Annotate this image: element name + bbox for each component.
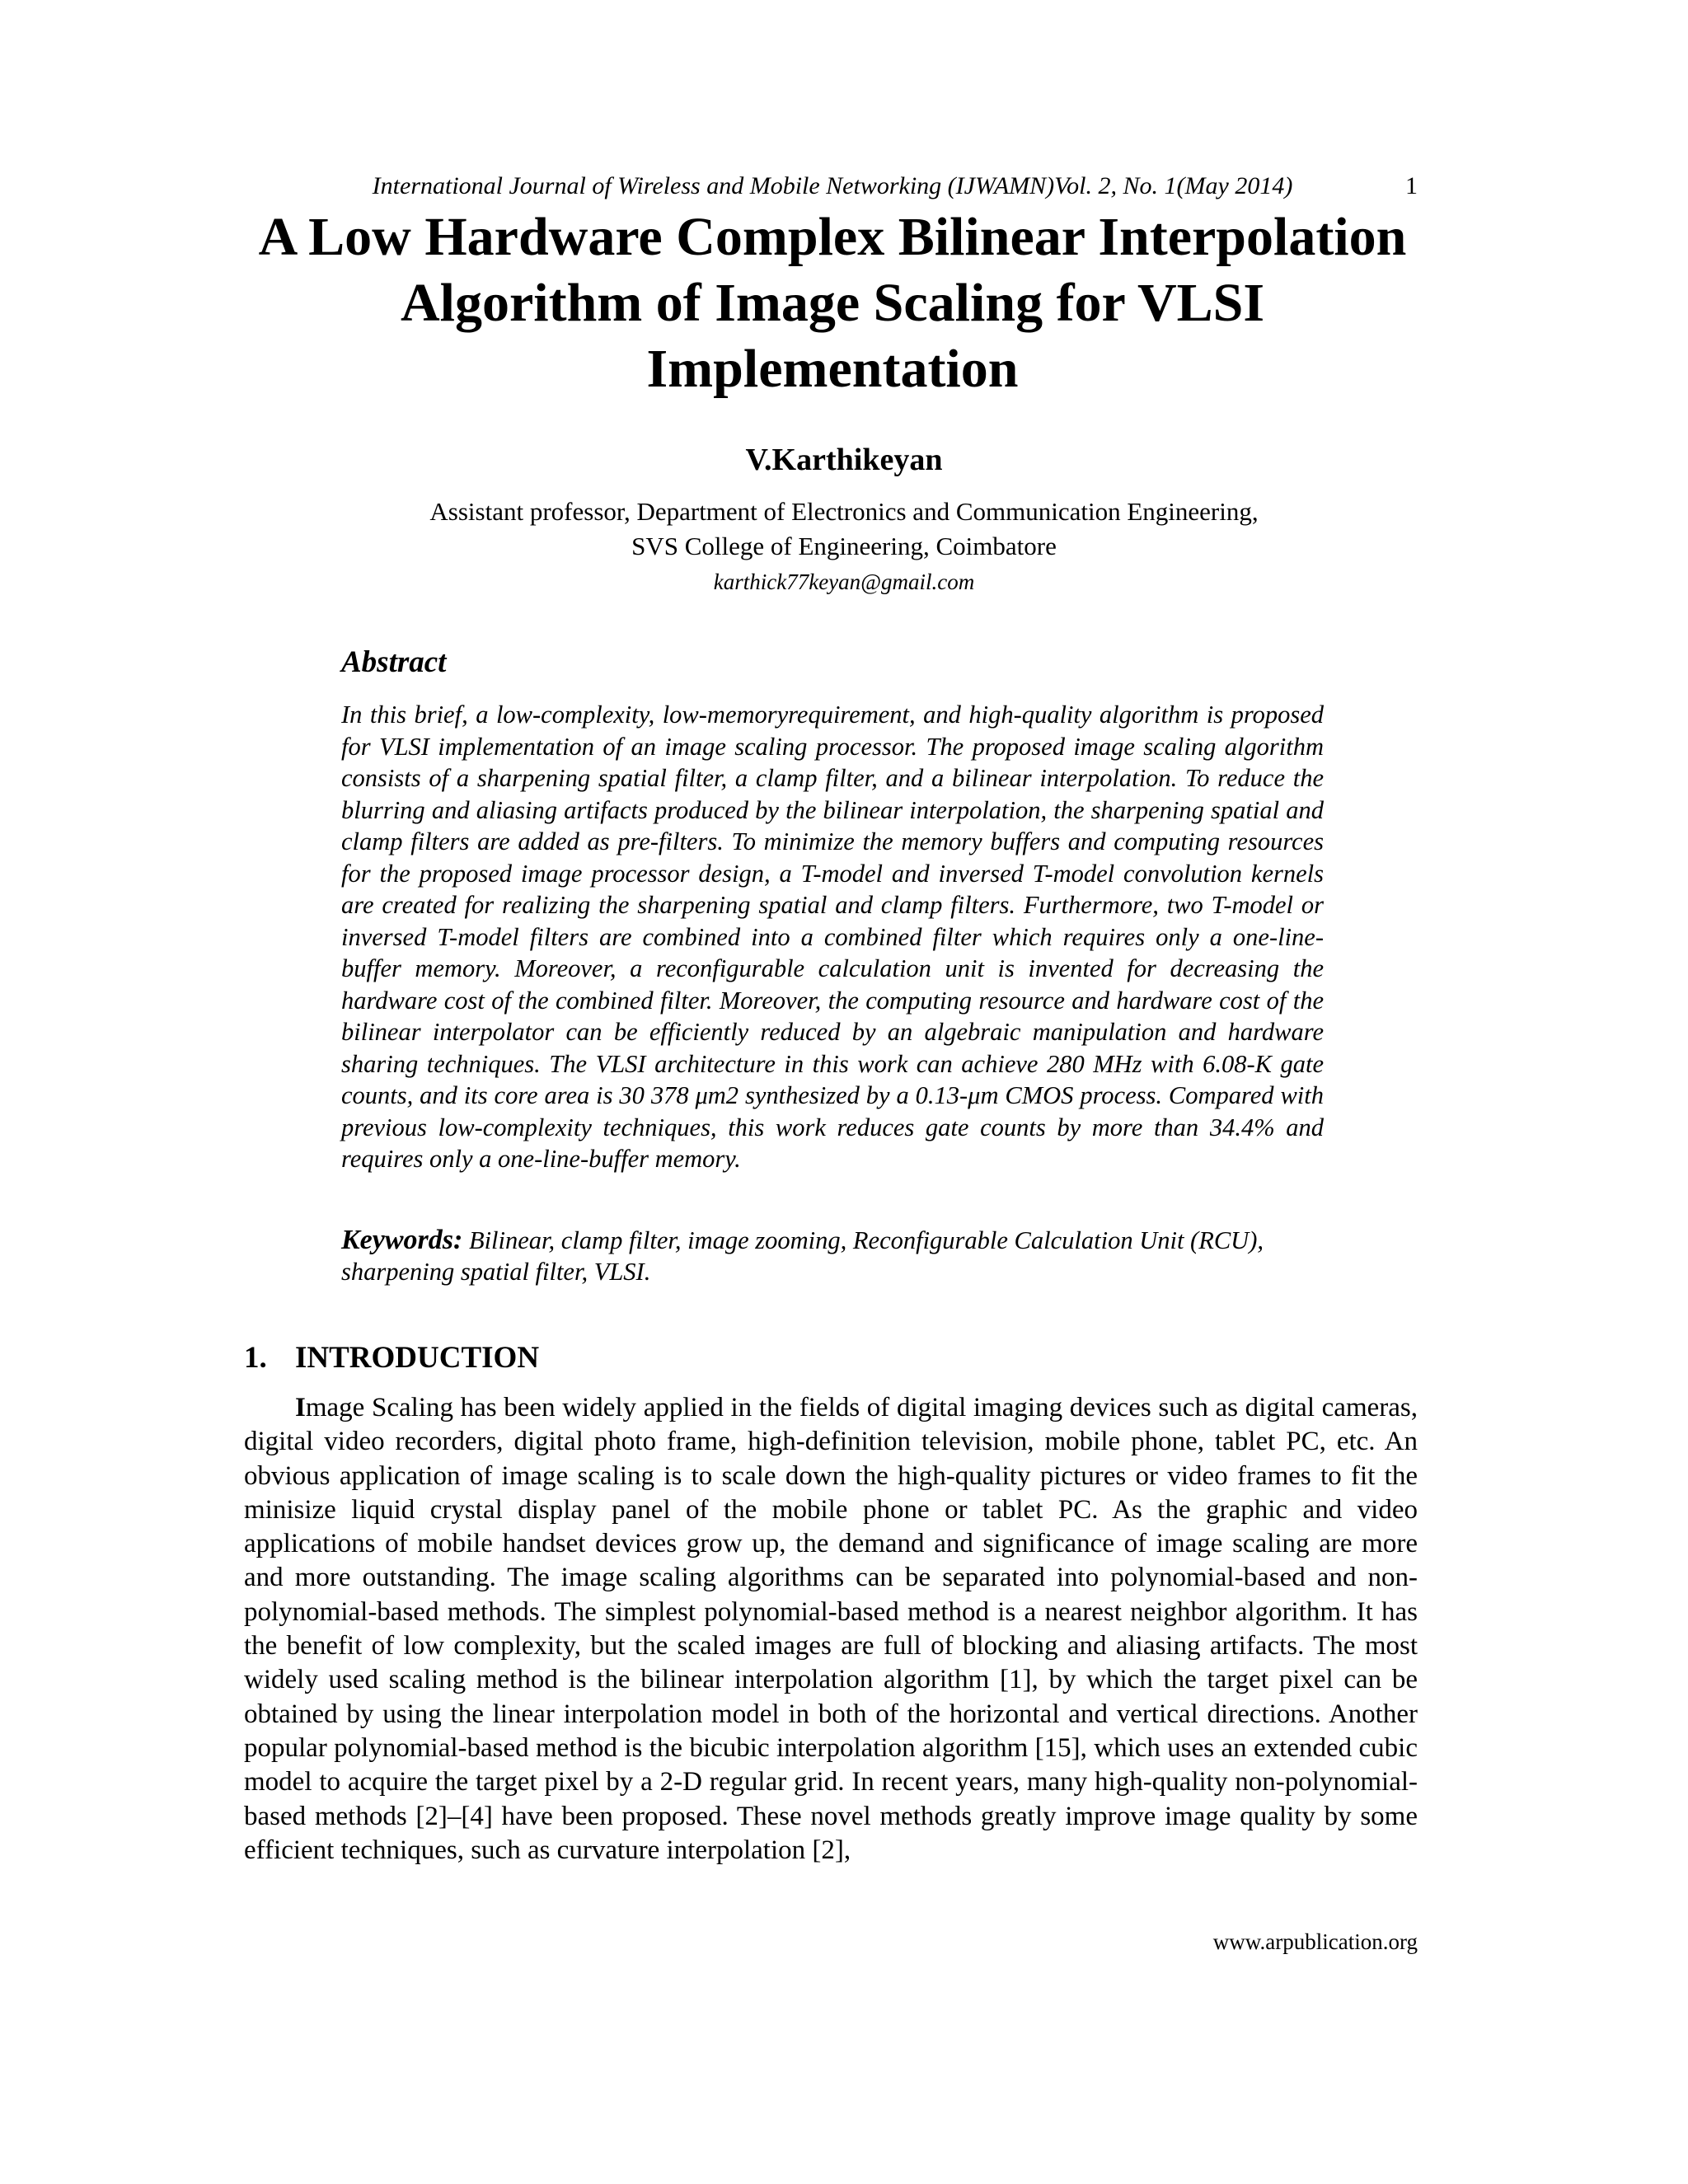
running-header <box>247 171 1418 201</box>
abstract-text: In this brief, a low-complexity, low-memoryrequirement, and high-quality algorithm is proposed for VLSI implementation of an image scaling processor. The proposed image scaling algorithm consists of a sharpening spatial filter, a clamp filter, and a bilinear interpolation. To reduce the blurring and aliasing artifacts produced by the bilinear interpolation, the sharpening spatial and clamp filters are added as pre-filters. To minimize the memory buffers and computing resources for the proposed image processor design, a T-model and inversed T-model convolution kernels are created for realizing the sharpening spatial and clamp filters. Furthermore, two T-model or inversed T-model filters are combined into a combined filter which requires only a one-line-buffer memory. Moreover, a reconfigurable calculation unit is invented for decreasing the hardware cost of the combined filter. Moreover, the computing resource and hardware cost of the bilinear interpolator can be efficiently reduced by an algebraic manipulation and hardware sharing techniques. The VLSI architecture in this work can achieve 280 MHz with 6.08-K gate counts, and its core area is 30 378 μm2 synthesized by a 0.13-μm CMOS process. Compared with previous low-complexity techniques, this work reduces gate counts by more than 34.4% and requires only a one-line-buffer memory. <box>341 701 1324 1173</box>
affiliation-line-college: SVS College of Engineering, Coimbatore <box>631 532 1057 560</box>
affiliation-line-department: Assistant professor, Department of Electronics and Communication Engineering, <box>429 497 1259 526</box>
footer-url: www.arpublication.org <box>1212 1929 1418 1954</box>
introduction-text: mage Scaling has been widely applied in the fields of digital imaging devices such as digital cameras, digital video recorders, digital photo frame, high-definition television, mobile phone, tablet PC, etc. An obvious application of image scaling is to scale down the high-quality pictures or video frames to fit the minisize liquid crystal display panel of the mobile phone or tablet PC. As the graphic and video applications of mobile handset devices grow up, the demand and significance of image scaling are more and more outstanding. The image scaling algorithms can be separated into polynomial-based and non-polynomial-based methods. The simplest polynomial-based method is a nearest neighbor algorithm. It has the benefit of low complexity, but the scaled images are full of blocking and aliasing artifacts. The most widely used scaling method is the bilinear interpolation algorithm [1], by which the target pixel can be obtained by using the linear interpolation model in both of the horizontal and vertical directions. Another popular polynomial-based method is the bicubic interpolation algorithm [15], which uses an extended cubic model to acquire the target pixel by a 2-D regular grid. In recent years, many high-quality non-polynomial-based methods [2]–[4] have been proposed. These novel methods greatly improve image quality by some efficient techniques, such as curvature interpolation [2], <box>244 1393 1418 1865</box>
introduction-paragraph <box>244 1391 1418 1868</box>
section-number: 1. <box>244 1341 267 1375</box>
keywords <box>341 1225 1324 1287</box>
keywords-label: Keywords: <box>341 1225 463 1255</box>
page-number: 1 <box>1405 172 1418 199</box>
journal-citation: International Journal of Wireless and Mobile Networking (IJWAMN)Vol. 2, No. 1(May 2014) <box>372 172 1293 199</box>
author-affiliation <box>0 494 1688 564</box>
author-name: V.Karthikeyan <box>745 443 943 477</box>
abstract-heading: Abstract <box>341 645 447 679</box>
author-email: karthick77keyan@gmail.com <box>713 569 975 594</box>
section-title: INTRODUCTION <box>295 1341 540 1375</box>
paper-title: A Low Hardware Complex Bilinear Interpolation Algorithm of Image Scaling for VLSI Implementation <box>258 207 1407 399</box>
section-heading-introduction <box>244 1340 539 1376</box>
keywords-text: Bilinear, clamp filter, image zooming, Reconfigurable Calculation Unit (RCU), sharpening spatial filter, VLSI. <box>341 1226 1264 1286</box>
introduction-first-letter: I <box>295 1393 306 1422</box>
